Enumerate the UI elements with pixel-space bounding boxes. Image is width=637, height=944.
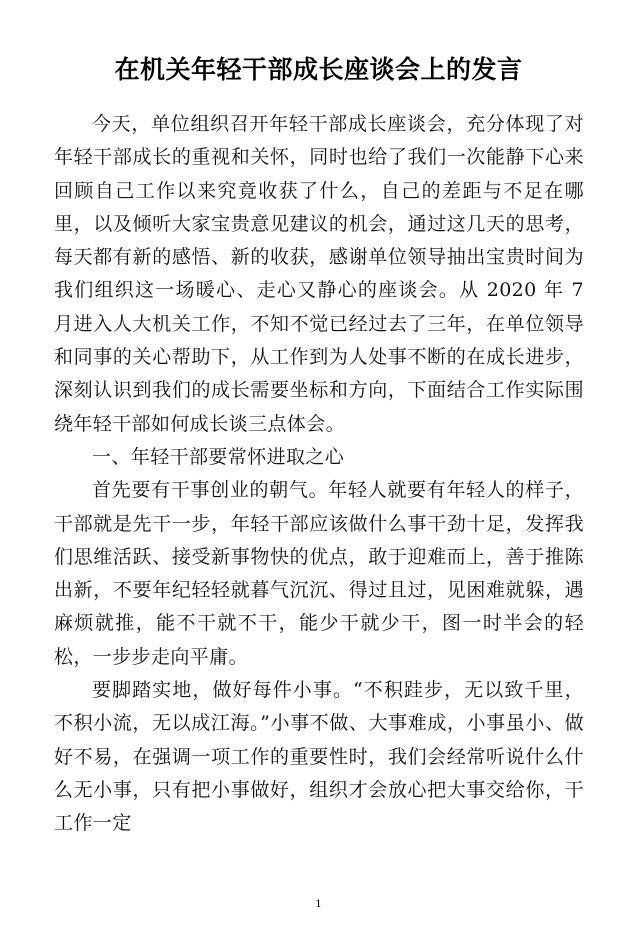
section-paragraph-2: 要脚踏实地，做好每件小事。“不积跬步，无以致千里，不积小流，无以成江海。”小事不做、大事难成，小事虽小、做好不易，在强调一项工作的重要性时，我们会经常听说什么什么无小事，只有把小事做好，组织才会放心把大事交给你，干工作一定 bbox=[54, 679, 584, 835]
document-body bbox=[54, 108, 584, 841]
section-heading: 一、年轻干部要常怀进取之心 bbox=[92, 445, 345, 468]
section-paragraph-1: 首先要有干事创业的朝气。年轻人就要有年轻人的样子，干部就是先干一步，年轻干部应该做什么事干劲十足，发挥我们思维活跃、接受新事物快的优点，敢于迎难而上，善于推陈出新，不要年纪轻轻就暮气沉沉、得过且过，见困难就躲，遇麻烦就推，能不干就不干，能少干就少干，图一时半会的轻松，一步步走向平庸。 bbox=[54, 479, 584, 668]
page-number: 1 bbox=[315, 899, 322, 910]
intro-paragraph: 今天，单位组织召开年轻干部成长座谈会，充分体现了对年轻干部成长的重视和关怀，同时也给了我们一次能静下心来回顾自己工作以来究竟收获了什么，自己的差距与不足在哪里，以及倾听大家宝贵意见建议的机会，通过这几天的思考，每天都有新的感悟、新的收获，感谢单位领导抽出宝贵时间为我们组织这一场暖心、走心又静心的座谈会。从 2020 年 7 月进入人大机关工作，不知不觉已经过去了三年，在单位领导和同事的关心帮助下，从工作到为人处事不断的在成长进步，深刻认识到我们的成长需要坐标和方向，下面结合工作实际围绕年轻干部如何成长谈三点体会。 bbox=[54, 113, 584, 435]
document-title: 在机关年轻干部成长座谈会上的发言 bbox=[114, 55, 523, 84]
